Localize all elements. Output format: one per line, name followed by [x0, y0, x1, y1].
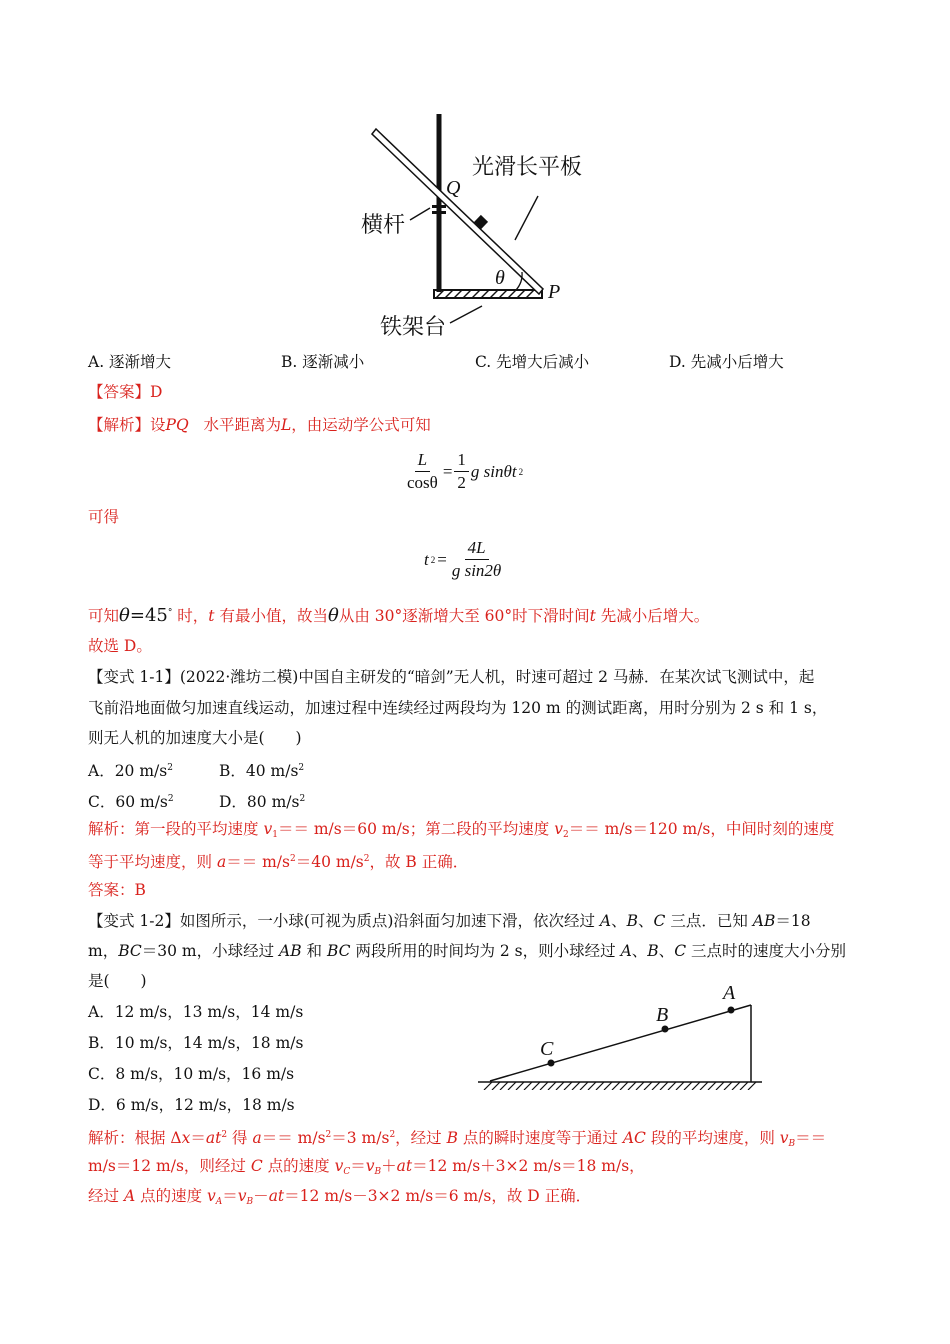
v12-analysis-line-2: m/s＝12 m/s，则经过 C 点的速度 $v_C=v_B+at=12$ m/s＋3×2 m/s＝18 m/s，	[88, 1157, 645, 1177]
v12-option-d: D．6 m/s，12 m/s，18 m/s	[88, 1096, 295, 1114]
q1-option-d: D. 先减小后增大	[669, 353, 784, 371]
bar-label-leader	[410, 208, 430, 220]
incline-stand-figure	[350, 108, 610, 343]
v11-answer: 答案：B	[88, 881, 146, 899]
crossbar-clamp	[432, 205, 446, 208]
q1-option-a: A. 逐渐增大	[88, 353, 172, 371]
slope-figure	[470, 978, 770, 1090]
equation-1: $\frac{L}{\cos\theta}$ = $\frac{1}{2}$ g sinθt 2	[407, 450, 524, 492]
label-plate: 光滑长平板	[472, 155, 583, 180]
q1-option-c: C. 先增大后减小	[475, 353, 590, 371]
v12-option-a: A．12 m/s，13 m/s，14 m/s	[88, 1003, 304, 1021]
v11-analysis-line-2: 等于平均速度，则 $a== m/s^2=40$ $m/s^2$，故 B 正确．	[88, 853, 469, 871]
v12-option-b: B．10 m/s，14 m/s，18 m/s	[88, 1034, 304, 1052]
answer-1: 【答案】D	[88, 383, 163, 401]
label-q: Q	[446, 177, 461, 199]
v12-stem-line-1: 【变式 1-2】如图所示，一小球(可视为质点)沿斜面匀加速下滑，依次经过 A、B、C 三点．已知 AB＝18	[88, 912, 811, 930]
label-bar: 横杆	[361, 213, 406, 238]
label-a: A	[723, 982, 736, 1004]
analysis-1-choice: 故选 D。	[88, 637, 152, 655]
label-p: P	[548, 281, 561, 303]
point-b	[662, 1026, 669, 1033]
label-c: C	[540, 1038, 554, 1060]
v12-stem-line-3: 是( )	[88, 972, 147, 990]
q1-option-b: B. 逐渐减小	[281, 353, 365, 371]
v11-option-d: D．80 $m/s^2$	[219, 793, 306, 811]
v12-option-c: C．8 m/s，10 m/s，16 m/s	[88, 1065, 295, 1083]
v12-stem-line-2: m，BC＝30 m，小球经过 AB 和 BC 两段所用的时间均为 2 s，则小球经过 A、B、C 三点时的速度大小分别	[88, 942, 846, 960]
v11-stem-line-2: 飞前沿地面做匀加速直线运动，加速过程中连续经过两段均为 120 m 的测试距离，用时分别为 2 s 和 1 s，	[88, 699, 828, 717]
v11-option-b: B．40 $m/s^2$	[219, 762, 305, 780]
stand-label-leader	[450, 306, 482, 323]
slope-line	[490, 1005, 751, 1081]
ground-hatch	[484, 1082, 756, 1090]
kede-label: 可得	[88, 508, 120, 526]
v11-option-a: A．20 $m/s^2$	[88, 762, 173, 780]
v11-stem-line-1: 【变式 1-1】(2022·潍坊二模)中国自主研发的“暗剑”无人机，时速可超过 2 马赫．在某次试飞测试中，起	[88, 668, 815, 686]
point-a	[728, 1007, 735, 1014]
point-c	[548, 1060, 555, 1067]
smooth-long-plate	[372, 129, 543, 294]
base-hatch	[436, 290, 534, 298]
v11-stem-line-3: 则无人机的加速度大小是( )	[88, 729, 302, 747]
v12-analysis-line-1: 解析：根据 $\Delta x=at^2$ 得 $a== m/s^2=3$ $m/s^2$，经过 B 点的瞬时速度等于通过 AC 段的平均速度，则 $v_B==$	[88, 1129, 827, 1149]
analysis-1-conclusion-line: 可知θ=45° 时，t 有最小值，故当θ从由 30°逐渐增大至 60°时下滑时间t 先减小后增大。	[88, 605, 710, 626]
v12-analysis-line-3: 经过 A 点的速度 $v_A=v_B-at=12$ m/s－3×2 m/s＝6 m/s，故 D 正确．	[88, 1187, 592, 1207]
plate-label-leader	[515, 196, 538, 240]
analysis-1-intro: 【解析】设PQ 水平距离为L，由运动学公式可知	[88, 416, 431, 434]
label-stand: 铁架台	[380, 315, 447, 340]
label-b: B	[656, 1004, 669, 1026]
v11-option-c: C．60 $m/s^2$	[88, 793, 174, 811]
label-theta: θ	[495, 267, 505, 289]
v11-analysis-line-1: 解析：第一段的平均速度 $v_1== m/s=60$ m/s；第二段的平均速度 $v_2== m/s=120$ m/s，中间时刻的速度	[88, 820, 835, 840]
equation-2: t 2 = $\frac{4L}{\text{g sin2θ}}$	[424, 538, 502, 580]
